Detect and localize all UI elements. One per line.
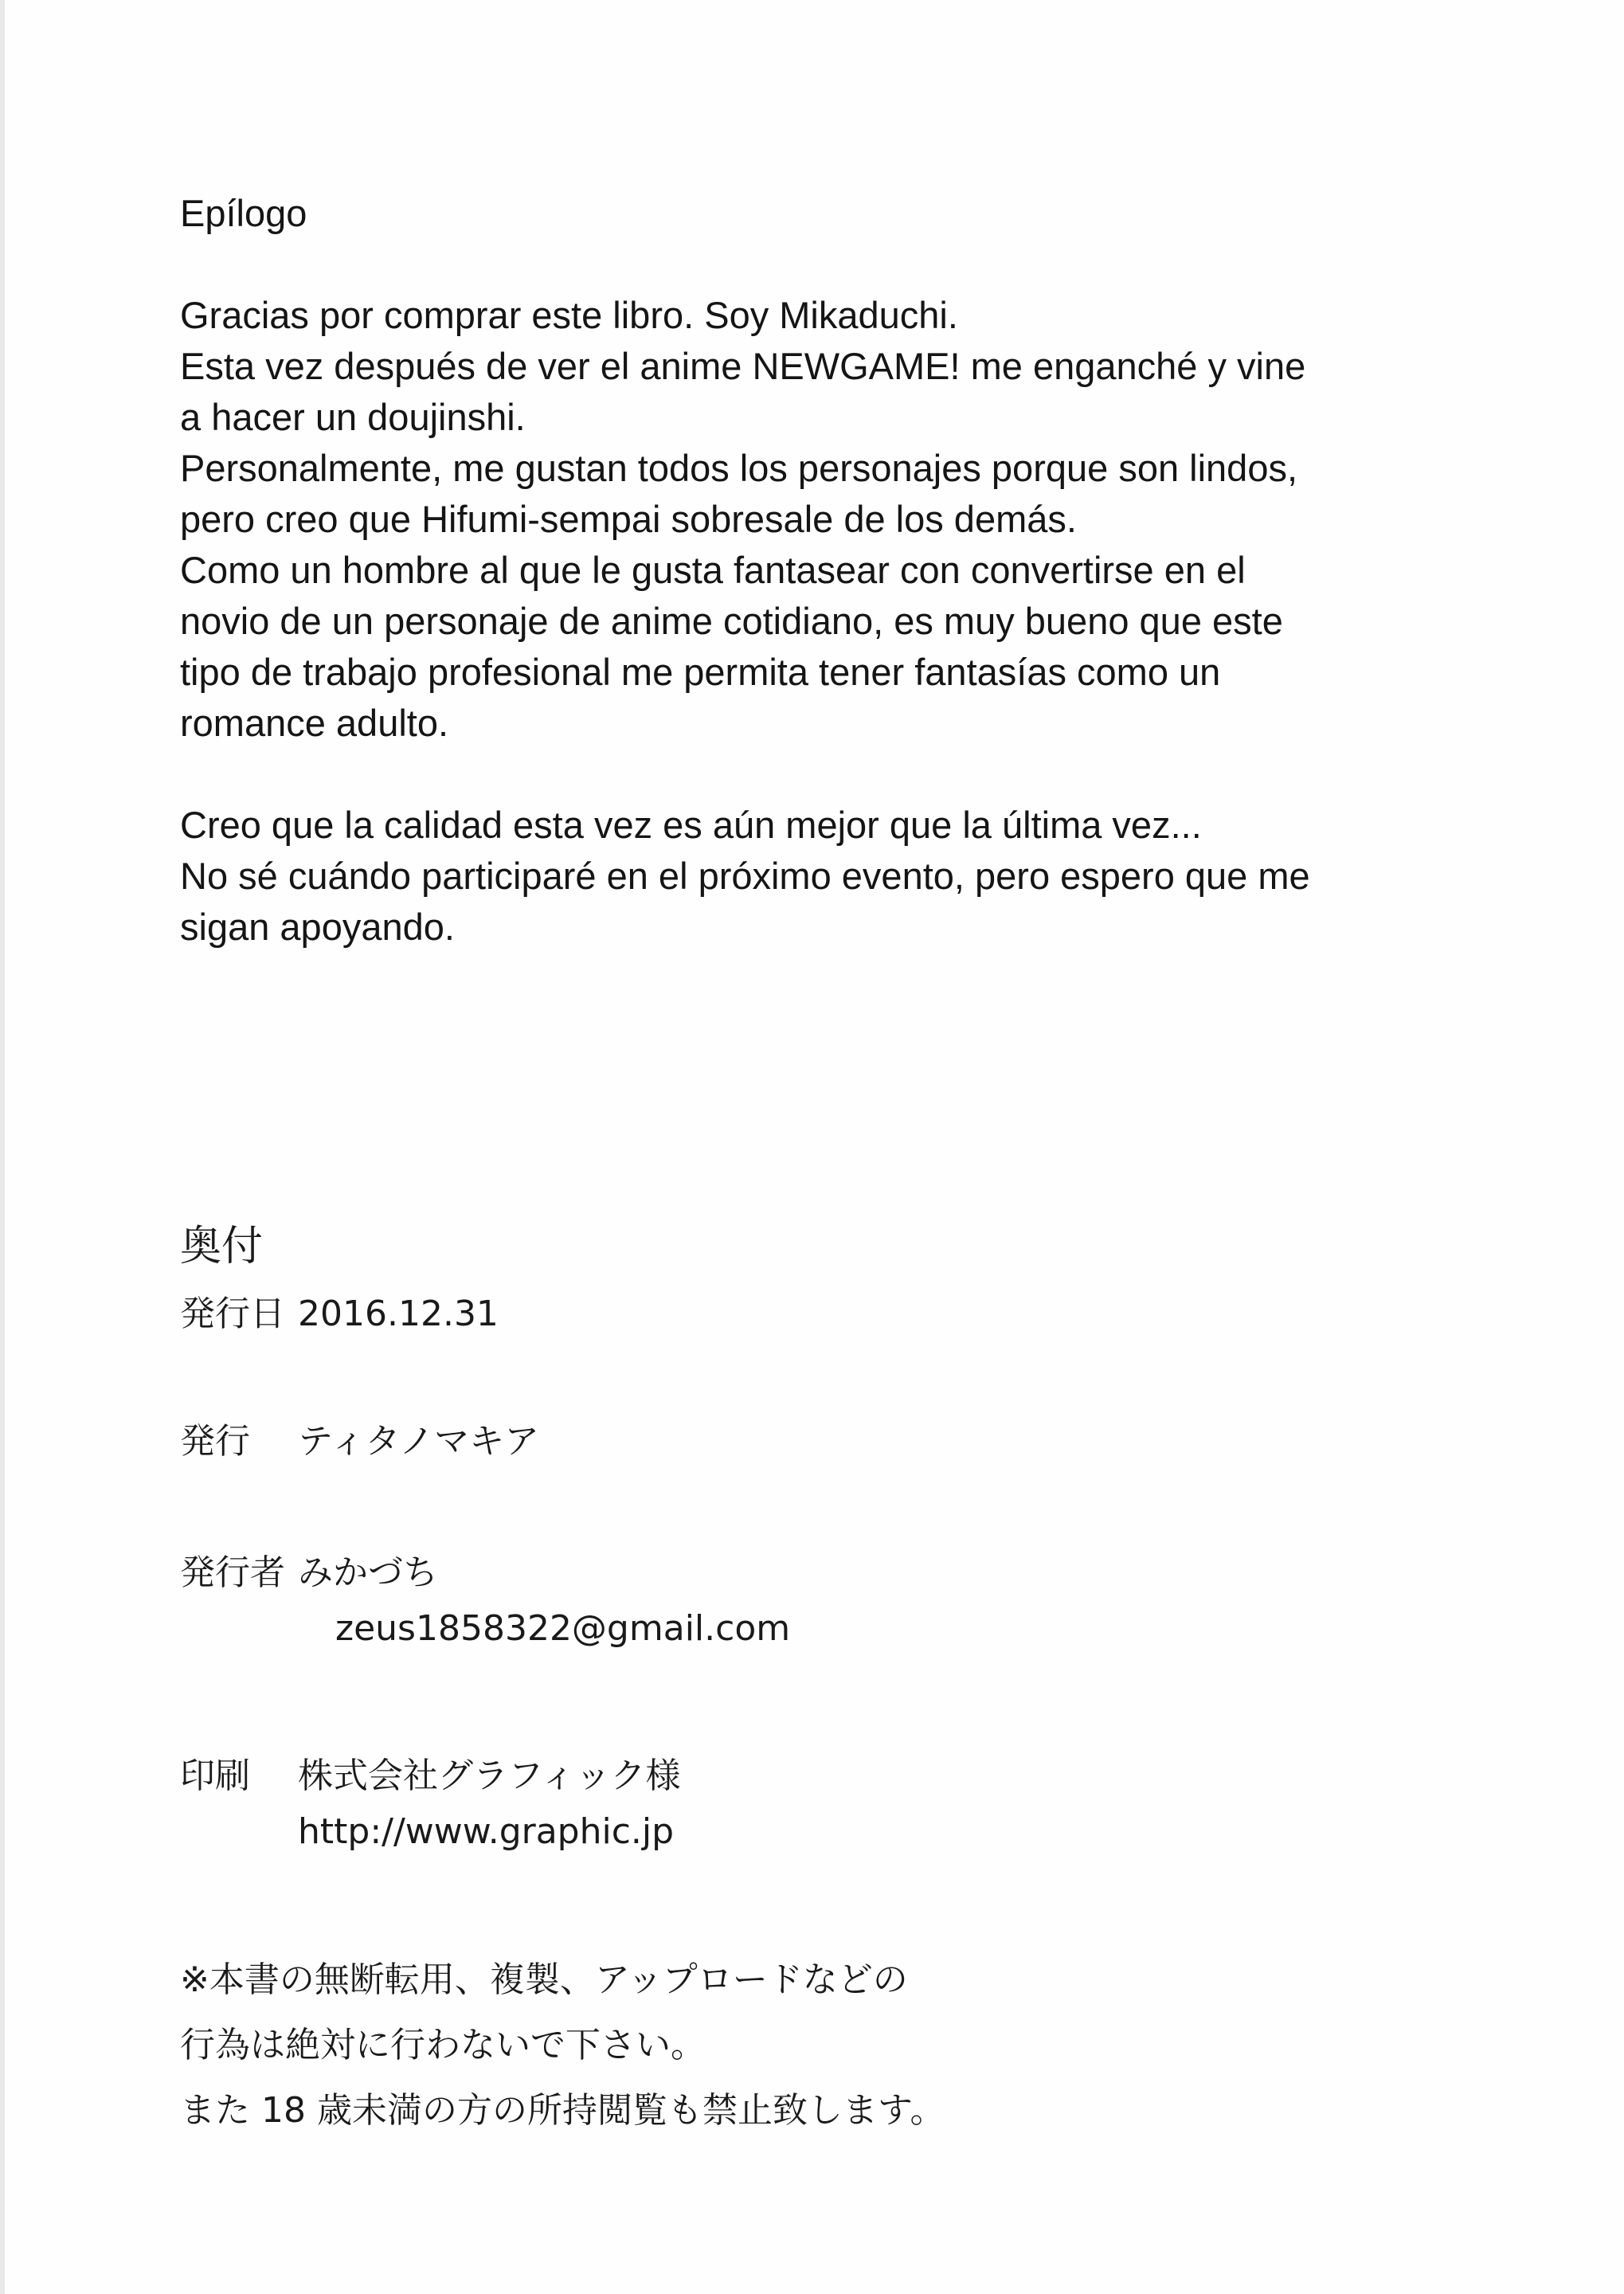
printer-label: 印刷: [180, 1756, 250, 1796]
epilogue-line: romance adulto.: [180, 702, 449, 744]
notice-line: また 18 歳未満の方の所持閲覧も禁止致します。: [180, 2090, 945, 2131]
publisher-row: [180, 1418, 539, 1466]
epilogue-line: Gracias por comprar este libro. Soy Mikaduchi.: [180, 294, 958, 336]
publisher-label: 発行: [180, 1421, 250, 1462]
publisher-value: ティタノマキア: [298, 1421, 540, 1462]
issue-date-value: 2016.12.31: [298, 1294, 499, 1334]
printer-value: 株式会社グラフィック様: [298, 1756, 681, 1796]
issuer-email: zeus1858322@gmail.com: [335, 1608, 791, 1649]
printer-url: http://www.graphic.jp: [298, 1811, 675, 1852]
epilogue-line: Creo que la calidad esta vez es aún mejor que la última vez...: [180, 804, 1202, 846]
notice-line: 行為は絶対に行わないで下さい。: [180, 2025, 706, 2065]
issue-date-row: [180, 1290, 499, 1338]
printer-row: [180, 1752, 680, 1800]
epilogue-line: Como un hombre al que le gusta fantasear con convertirse en el: [180, 549, 1246, 591]
notice-line: ※本書の無断転用、複製、アップロードなどの: [180, 1959, 908, 2000]
epilogue-line: Personalmente, me gustan todos los personajes porque son lindos,: [180, 447, 1298, 489]
epilogue-line: novio de un personaje de anime cotidiano, es muy bueno que este: [180, 600, 1283, 642]
epilogue-line: pero creo que Hifumi-sempai sobresale de los demás.: [180, 498, 1077, 540]
colophon-title: 奥付: [180, 1223, 264, 1270]
epilogue-line: No sé cuándo participaré en el próximo evento, pero espero que me: [180, 855, 1310, 897]
issuer-value: みかづち: [298, 1552, 438, 1593]
epilogue-line: a hacer un doujinshi.: [180, 396, 526, 438]
epilogue-line: Esta vez después de ver el anime NEWGAME! me enganché y vine: [180, 345, 1306, 387]
scan-edge: [0, 0, 5, 2294]
issuer-label: 発行者: [180, 1552, 285, 1593]
epilogue-line: tipo de trabajo profesional me permita tener fantasías como un: [180, 651, 1221, 693]
issuer-row: [180, 1549, 438, 1597]
epilogue-section: [180, 188, 1422, 953]
epilogue-line: sigan apoyando.: [180, 906, 455, 948]
issue-date-label: 発行日: [180, 1294, 285, 1334]
copyright-notice: [180, 1948, 945, 2143]
epilogue-heading: Epílogo: [180, 192, 307, 234]
